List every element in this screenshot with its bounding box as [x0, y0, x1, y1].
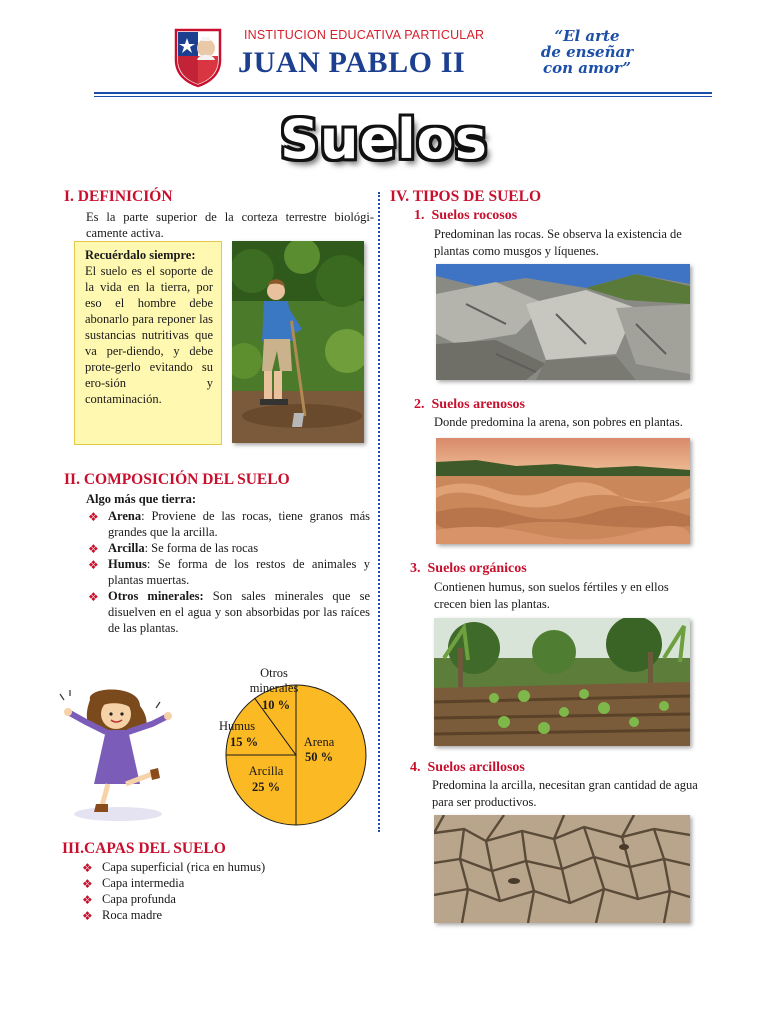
institution-name: JUAN PABLO II — [238, 46, 466, 79]
reminder-title: Recuérdalo siempre: — [85, 248, 196, 262]
list-item-term: Arcilla — [108, 541, 145, 555]
list-item-term: Humus — [108, 557, 147, 571]
school-crest-logo — [172, 26, 224, 88]
reminder-text: El suelo es el soporte de la vida en la tierra, por eso el hombre debe abonarlo para reponer las sustancias nutritivas que va per-diendo, y debe prote-gerlo evitando su ero-sión y contaminación. — [85, 264, 213, 406]
section-capas-heading: III.CAPAS DEL SUELO — [62, 840, 226, 857]
diamond-bullet-icon: ❖ — [82, 861, 93, 875]
soil-layers-list — [80, 859, 370, 923]
soil-composition-pie-chart — [216, 678, 372, 828]
pie-value-arena: 50 % — [304, 750, 334, 764]
motto-line: “El arte — [554, 27, 620, 45]
list-item — [86, 508, 370, 540]
column-separator — [378, 192, 380, 832]
list-item-text: : Proviene de las rocas, tiene granos más grandes que la arcilla. — [108, 509, 370, 539]
boy-digging-photo — [232, 241, 364, 443]
soil-type-name: Suelos arenosos — [431, 397, 525, 412]
diamond-bullet-icon: ❖ — [82, 877, 93, 891]
soil-type-description: Donde predomina la arena, son pobres en plantas. — [434, 415, 683, 429]
soil-type-number: 1. — [414, 208, 425, 223]
list-item — [86, 588, 370, 636]
soil-type-number: 4. — [410, 760, 421, 775]
header-divider — [94, 92, 712, 94]
list-item-text: : Se forma de los restos de animales y plantas muertas. — [108, 557, 370, 587]
list-item-text: Capa intermedia — [102, 876, 185, 890]
section-composicion-heading: II. COMPOSICIÓN DEL SUELO — [64, 471, 290, 488]
reminder-box — [74, 241, 222, 445]
soil-type-name: Suelos rocosos — [431, 208, 518, 223]
pie-value-humus: 15 % — [229, 735, 259, 749]
section-tipos-heading: IV. TIPOS DE SUELO — [390, 188, 542, 205]
soil-type-number: 2. — [414, 397, 425, 412]
soil-type-description: Predominan las rocas. Se observa la existencia de plantas como musgos y líquenes. — [434, 227, 682, 258]
diamond-bullet-icon: ❖ — [88, 510, 99, 524]
clay-soil-photo — [434, 815, 690, 923]
list-item — [86, 540, 370, 556]
motto-line: con amor” — [543, 59, 631, 77]
composition-subheading: Algo más que tierra: — [86, 492, 197, 506]
soil-type-heading-rocosos — [414, 208, 517, 224]
diamond-bullet-icon: ❖ — [88, 558, 99, 572]
list-item-text: Roca madre — [102, 908, 163, 922]
definition-text: Es la parte superior de la corteza terrestre biológi-camente activa. — [86, 210, 374, 240]
list-item — [86, 556, 370, 588]
organic-soil-photo — [434, 618, 690, 746]
diamond-bullet-icon: ❖ — [82, 909, 93, 923]
pie-label-humus: Humus — [218, 719, 256, 733]
diamond-bullet-icon: ❖ — [88, 542, 99, 556]
pie-label-arcilla: Arcilla — [248, 764, 284, 778]
section-definicion-heading: I. DEFINICIÓN — [64, 188, 173, 205]
composition-list — [86, 508, 370, 636]
soil-type-description: Predomina la arcilla, necesitan gran cantidad de agua para ser productivos. — [432, 778, 698, 809]
school-motto — [532, 28, 642, 76]
list-item-term: Arena — [108, 509, 142, 523]
rocky-soil-photo — [436, 264, 690, 380]
soil-type-heading-arenosos — [414, 397, 525, 413]
soil-type-number: 3. — [410, 561, 421, 576]
sandy-soil-photo — [436, 438, 690, 544]
soil-type-heading-organicos — [410, 561, 527, 577]
institution-type: INSTITUCION EDUCATIVA PARTICULAR — [244, 28, 485, 42]
pie-label-otros-minerales — [232, 666, 316, 696]
soil-type-description: Contienen humus, son suelos fértiles y en ellos crecen bien las plantas. — [434, 580, 669, 611]
page-title: Suelos — [280, 108, 488, 171]
soil-type-heading-arcillosos — [410, 760, 525, 776]
list-item-term: Otros minerales: — [108, 589, 204, 603]
pie-label-arena: Arena — [303, 735, 335, 749]
list-item-text: : Se forma de las rocas — [144, 541, 259, 555]
diamond-bullet-icon: ❖ — [88, 590, 99, 604]
list-item — [80, 875, 370, 891]
pie-value-otros-minerales: 10 % — [261, 698, 291, 712]
diamond-bullet-icon: ❖ — [82, 893, 93, 907]
pie-value-arcilla: 25 % — [251, 780, 281, 794]
list-item — [80, 859, 370, 875]
soil-type-name: Suelos orgánicos — [427, 561, 527, 576]
list-item-text: Capa profunda — [102, 892, 176, 906]
motto-line: de enseñar — [540, 43, 634, 61]
pie-category-label: Otros minerales — [249, 666, 299, 695]
page-header — [0, 0, 768, 100]
header-divider-thin — [94, 96, 712, 97]
list-item — [80, 891, 370, 907]
list-item-text: Son sales minerales que se disuelven en el agua y son absorbidas por las raíces de las plantas. — [108, 589, 370, 635]
soil-type-name: Suelos arcillosos — [427, 760, 525, 775]
girl-illustration — [56, 686, 182, 824]
list-item — [80, 907, 370, 923]
list-item-text: Capa superficial (rica en humus) — [102, 860, 266, 874]
